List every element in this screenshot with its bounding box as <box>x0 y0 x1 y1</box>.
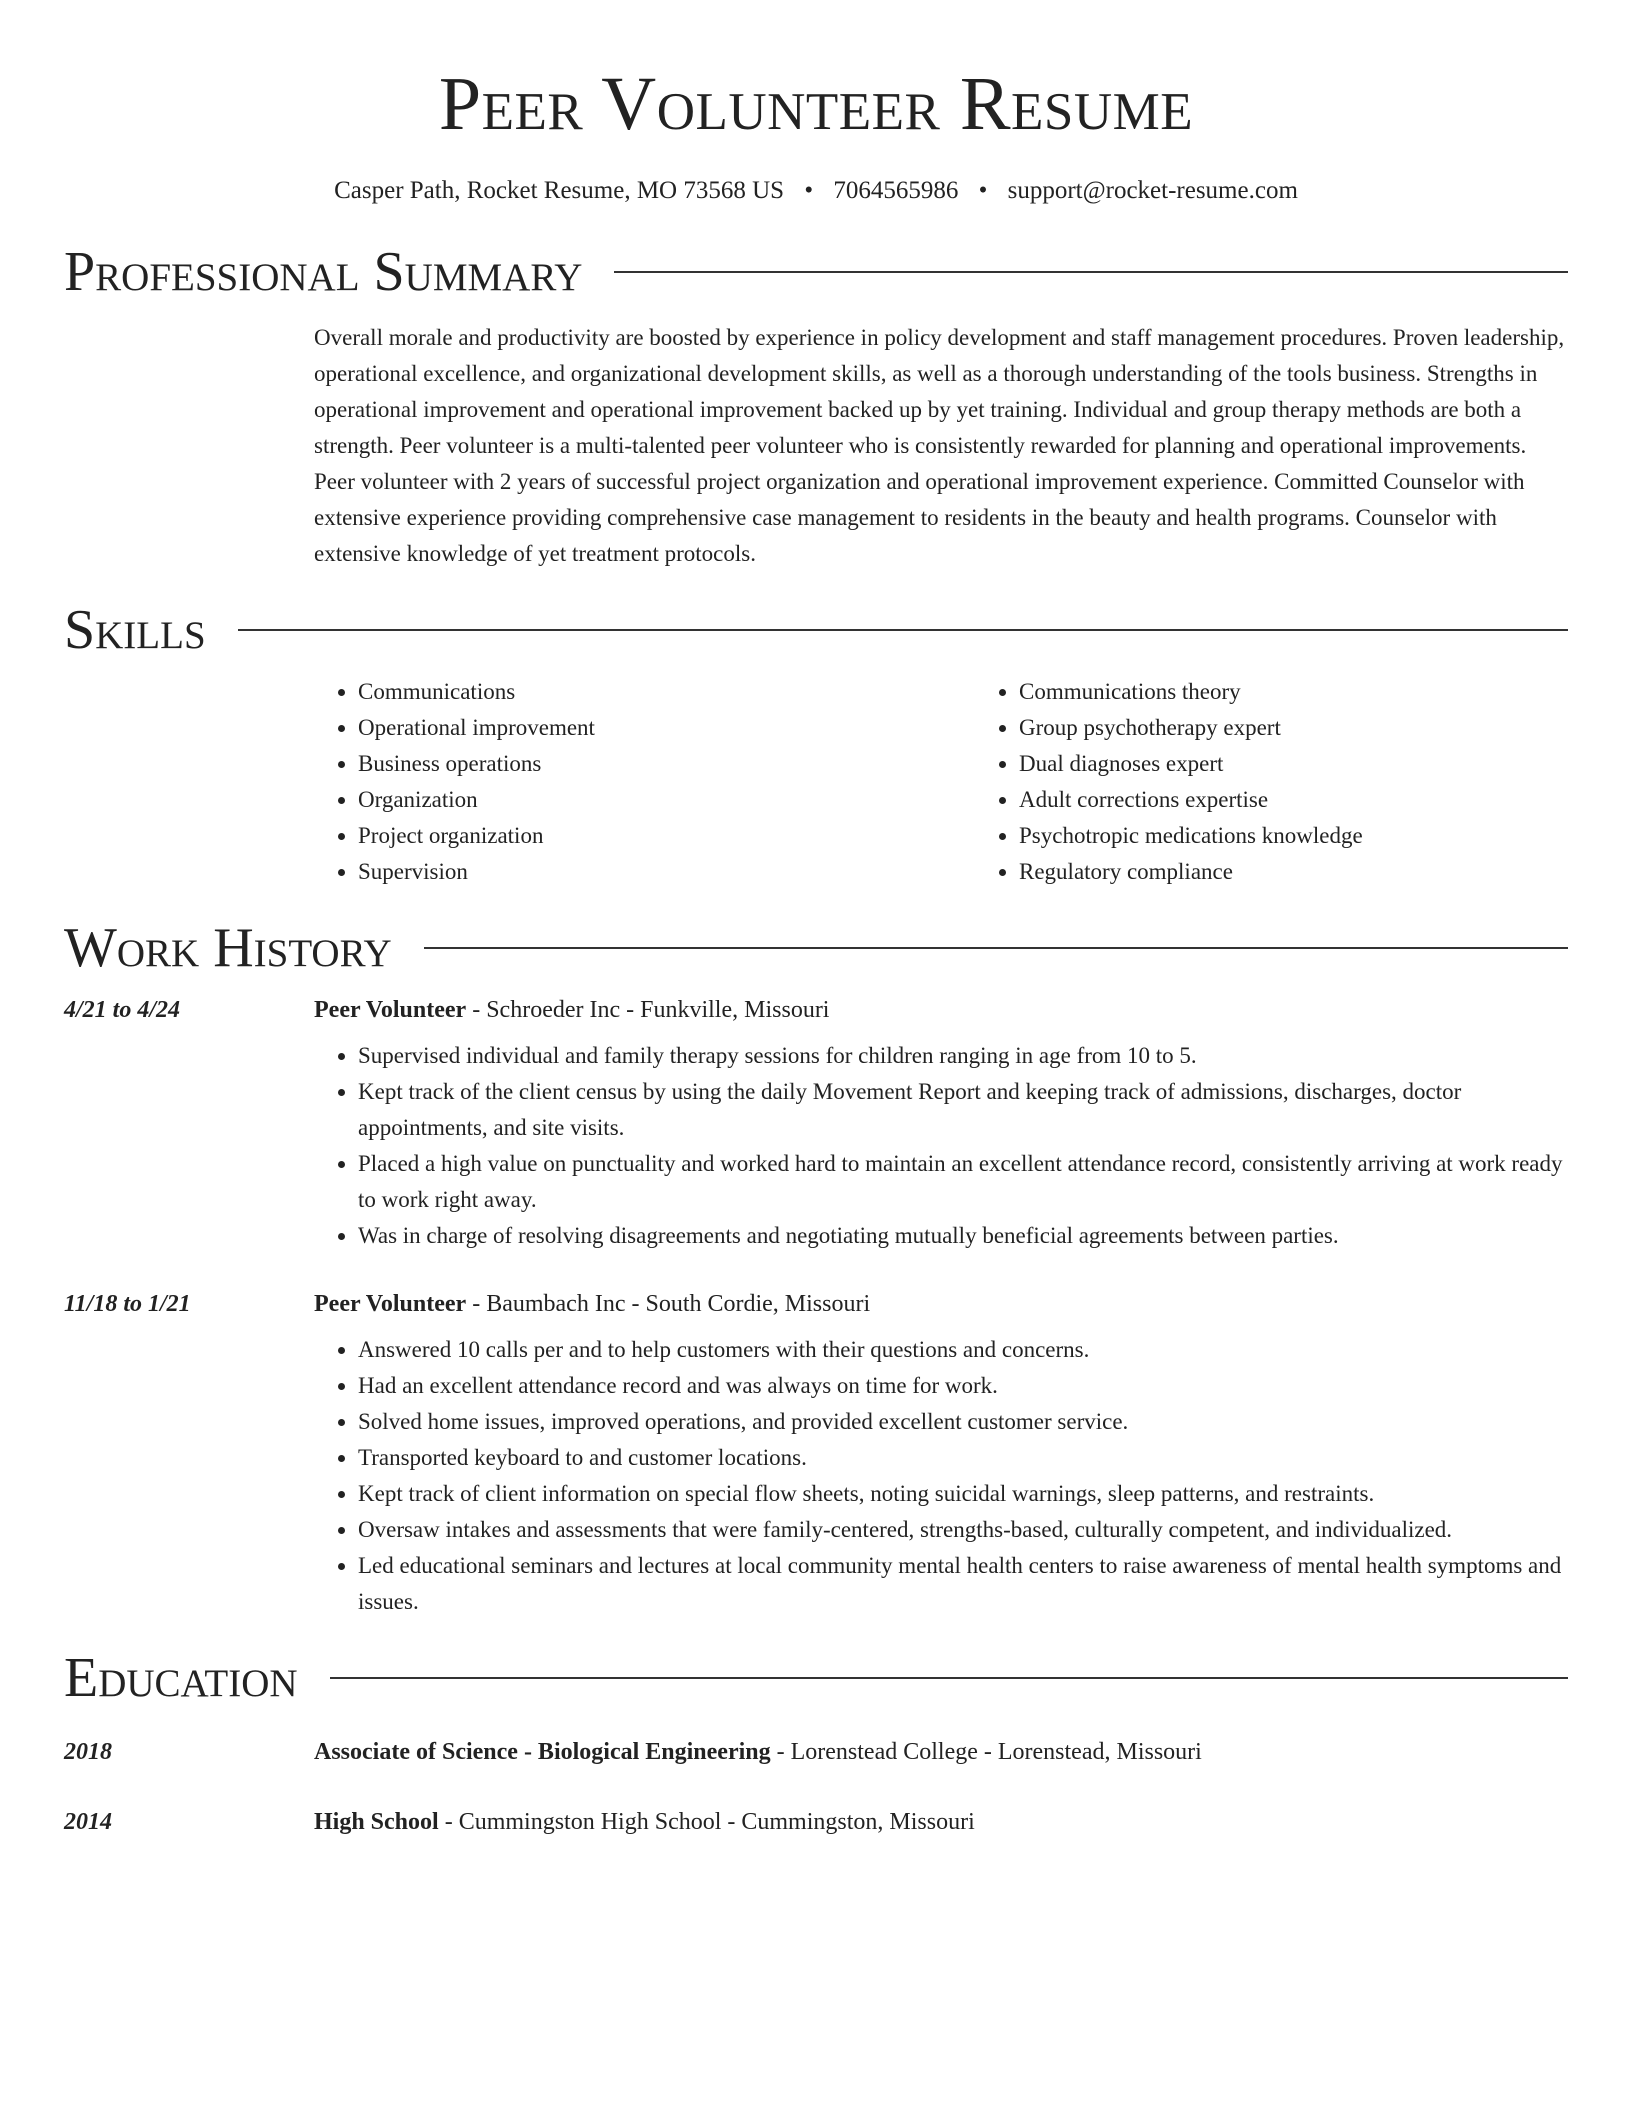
section-divider <box>330 1677 1568 1679</box>
work-section-header <box>64 917 1568 979</box>
section-divider <box>614 271 1568 273</box>
job-bullet: • Solved home issues, improved operations, and provided excellent customer service. <box>358 1404 1568 1440</box>
skill-item: • Regulatory compliance <box>1019 854 1363 890</box>
job-dates: 4/21 to 4/24 <box>64 997 181 1023</box>
job-dates: 11/18 to 1/21 <box>64 1291 191 1317</box>
resume-title: Peer Volunteer Resume <box>438 62 1194 146</box>
job-duties <box>314 1038 1568 1254</box>
skills-list <box>314 674 1568 890</box>
job-bullet-list <box>314 1332 1568 1620</box>
job-entry <box>64 990 1568 1254</box>
job-bullet: • Kept track of client information on special flow sheets, noting suicidal warnings, sleep patterns, and restraints. <box>358 1476 1568 1512</box>
education-school: - Lorenstead College - Lorenstead, Missouri <box>770 1739 1202 1765</box>
skills-heading: Skills <box>64 599 206 661</box>
summary-heading: Professional Summary <box>64 241 583 303</box>
education-school: - Cummingston High School - Cummingston, Missouri <box>438 1809 975 1835</box>
education-entry <box>64 1732 1568 1772</box>
job-bullet: • Transported keyboard to and customer locations. <box>358 1440 1568 1476</box>
contact-phone: 7064565986 <box>833 177 959 204</box>
contact-line <box>64 176 1568 206</box>
skill-item: • Dual diagnoses expert <box>1019 746 1363 782</box>
job-bullet: • Led educational seminars and lectures at local community mental health centers to raise awareness of mental health symptoms and issues. <box>358 1548 1568 1620</box>
skill-item: • Supervision <box>358 854 975 890</box>
contact-email: support@rocket-resume.com <box>1007 177 1298 204</box>
education-line <box>314 1732 1202 1772</box>
job-title: Peer Volunteer <box>314 997 467 1023</box>
job-bullet: • Was in charge of resolving disagreements and negotiating mutually beneficial agreements between parties. <box>358 1218 1568 1254</box>
job-duties <box>314 1332 1568 1620</box>
contact-address: Casper Path, Rocket Resume, MO 73568 US <box>334 177 785 204</box>
skill-item: • Business operations <box>358 746 975 782</box>
education-entry <box>64 1802 1568 1842</box>
skill-item: • Adult corrections expertise <box>1019 782 1363 818</box>
job-bullet-list <box>314 1038 1568 1254</box>
job-title-line <box>314 1284 870 1324</box>
section-divider <box>424 947 1568 949</box>
education-year: 2014 <box>64 1809 112 1835</box>
job-bullet: • Answered 10 calls per and to help customers with their questions and concerns. <box>358 1332 1568 1368</box>
education-degree: High School <box>314 1809 439 1835</box>
job-bullet: • Placed a high value on punctuality and worked hard to maintain an excellent attendance record, consistently arriving at work ready to work right away. <box>358 1146 1568 1218</box>
job-header <box>64 990 1568 1030</box>
job-title-line <box>314 990 829 1030</box>
job-bullet: • Had an excellent attendance record and was always on time for work. <box>358 1368 1568 1404</box>
job-bullet: • Kept track of the client census by using the daily Movement Report and keeping track of admissions, discharges, doctor appointments, and site visits. <box>358 1074 1568 1146</box>
education-heading: Education <box>64 1647 298 1709</box>
education-degree: Associate of Science - Biological Engineering <box>314 1739 771 1765</box>
education-line <box>314 1802 975 1842</box>
skills-column-right <box>975 674 1363 890</box>
summary-section-header <box>64 241 1568 303</box>
education-section-header <box>64 1647 1568 1709</box>
section-divider <box>238 629 1568 631</box>
job-bullet: • Supervised individual and family therapy sessions for children ranging in age from 10 to 5. <box>358 1038 1568 1074</box>
skills-column-left <box>314 674 975 890</box>
skill-item: • Operational improvement <box>358 710 975 746</box>
skills-section-header <box>64 599 1568 661</box>
skill-item: • Psychotropic medications knowledge <box>1019 818 1363 854</box>
job-header <box>64 1284 1568 1324</box>
education-year: 2018 <box>64 1739 112 1765</box>
summary-text: Overall morale and productivity are boosted by experience in policy development and staff management procedures. Proven leadership, operational excellence, and organizational development skills, as well as a thorough understanding of the tools business. Strengths in operational improvement and operational improvement backed up by yet training. Individual and group therapy methods are both a strength. Peer volunteer is a multi-talented peer volunteer who is consistently rewarded for planning and operational improvements. Peer volunteer with 2 years of successful project organization and operational improvement experience. Committed Counselor with extensive experience providing comprehensive case management to residents in the beauty and health programs. Counselor with extensive knowledge of yet treatment protocols. <box>314 325 1565 566</box>
contact-separator: • <box>804 177 814 204</box>
skill-item: • Communications theory <box>1019 674 1363 710</box>
job-bullet: • Oversaw intakes and assessments that were family-centered, strengths-based, culturally competent, and individualized. <box>358 1512 1568 1548</box>
skill-item: • Project organization <box>358 818 975 854</box>
skill-item: • Organization <box>358 782 975 818</box>
work-heading: Work History <box>64 917 392 979</box>
job-employer: - Baumbach Inc - South Cordie, Missouri <box>466 1291 871 1317</box>
contact-separator: • <box>978 177 988 204</box>
job-title: Peer Volunteer <box>314 1291 467 1317</box>
skill-item: • Group psychotherapy expert <box>1019 710 1363 746</box>
job-employer: - Schroeder Inc - Funkville, Missouri <box>466 997 830 1023</box>
job-entry <box>64 1284 1568 1620</box>
skill-item: • Communications <box>358 674 975 710</box>
